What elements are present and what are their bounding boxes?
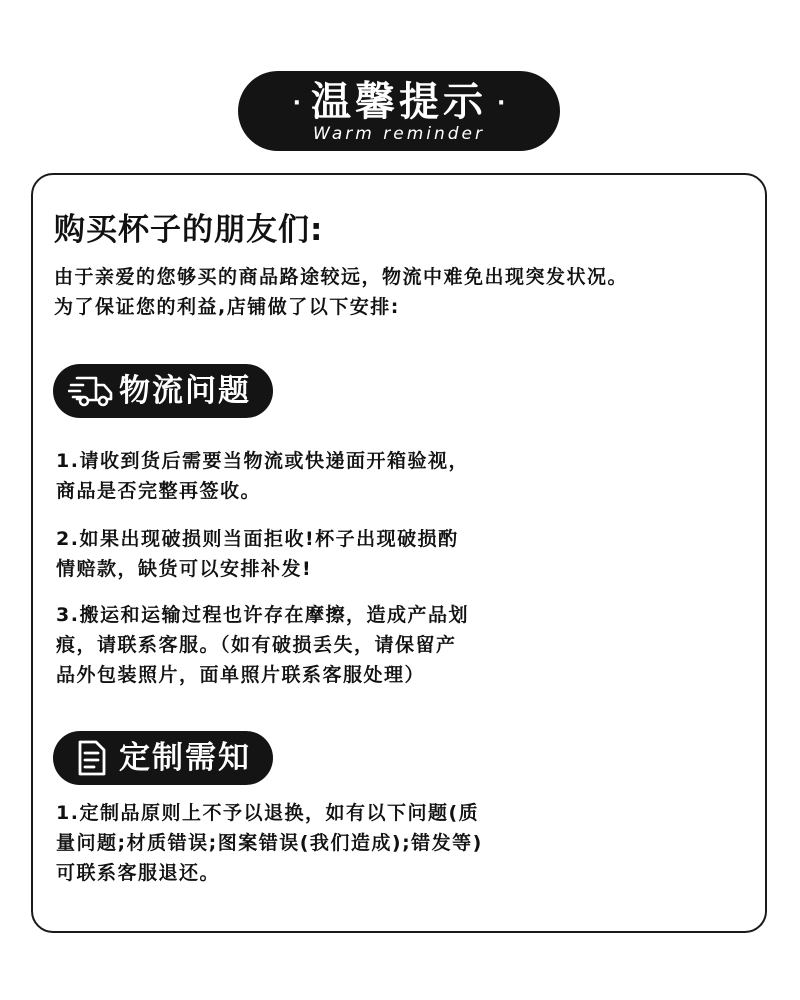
intro-line: 为了保证您的利益,店铺做了以下安排: [54, 296, 400, 318]
banner-dot-right: · [497, 91, 506, 116]
custom-item-1 [56, 798, 576, 888]
section-header-custom [53, 731, 273, 785]
item-line: 1.请收到货后需要当物流或快递面开箱验视， [56, 450, 469, 472]
intro-title: 购买杯子的朋友们: [54, 212, 324, 248]
banner-dot-left: · [292, 91, 301, 116]
item-line: 品外包装照片，面单照片联系客服处理） [56, 664, 426, 686]
intro-line: 由于亲爱的您够买的商品路途较远，物流中难免出现突发状况。 [54, 266, 629, 288]
warm-reminder-banner [238, 71, 560, 151]
item-line: 商品是否完整再签收。 [56, 480, 262, 502]
section-header-logistics [53, 364, 273, 418]
item-line: 1.定制品原则上不予以退换，如有以下问题(质 [56, 802, 480, 824]
section-title-logistics: 物流问题 [119, 373, 251, 409]
item-line: 痕，请联系客服。（如有破损丢失，请保留产 [56, 634, 457, 656]
item-line: 3.搬运和运输过程也许存在摩擦，造成产品划 [56, 604, 469, 626]
banner-title: 温馨提示 [311, 79, 487, 125]
delivery-truck-icon [67, 371, 115, 411]
banner-subtitle: Warm reminder [313, 124, 485, 144]
item-line: 2.如果出现破损则当面拒收!杯子出现破损酌 [56, 528, 459, 550]
section-title-custom: 定制需知 [119, 740, 251, 776]
logistics-item-2 [56, 524, 576, 584]
banner-title-row [238, 79, 560, 127]
item-line: 量问题;材质错误;图案错误(我们造成);错发等) [56, 832, 483, 854]
item-line: 情赔款，缺货可以安排补发! [56, 558, 313, 580]
item-line: 可联系客服退还。 [56, 862, 221, 884]
logistics-item-3 [56, 600, 576, 690]
intro-body [54, 262, 766, 322]
document-icon [67, 738, 115, 778]
logistics-item-1 [56, 446, 576, 506]
